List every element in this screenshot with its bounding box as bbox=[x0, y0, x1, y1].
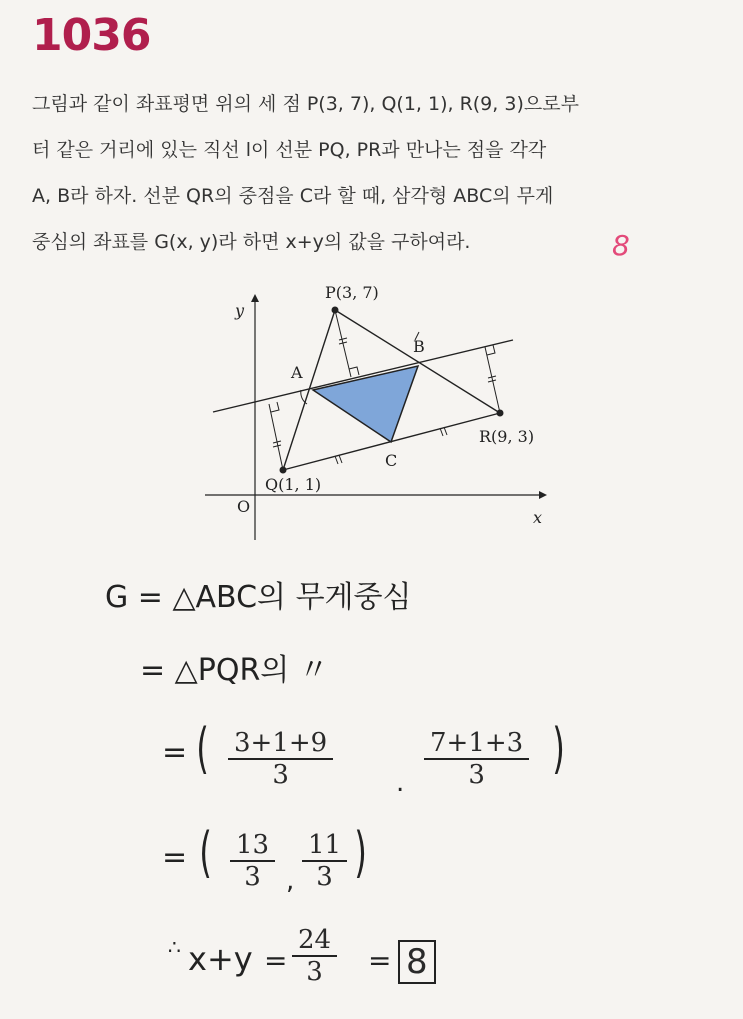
point-q bbox=[280, 467, 287, 474]
point-r bbox=[497, 410, 504, 417]
label-q: Q(1, 1) bbox=[265, 475, 322, 494]
label-r: R(9, 3) bbox=[479, 427, 535, 446]
solution-line-4-fraction-2 bbox=[302, 830, 347, 892]
problem-text-line-2: 터 같은 거리에 있는 직선 l이 선분 PQ, PR과 만나는 점을 각각 bbox=[32, 139, 547, 161]
y-axis-arrow bbox=[251, 294, 259, 302]
label-b: B bbox=[413, 337, 425, 356]
solution-line-3-close-paren: ) bbox=[552, 717, 565, 780]
problem-text-line-3: A, B라 하자. 선분 QR의 중점을 C라 할 때, 삼각형 ABC의 무게 bbox=[32, 185, 554, 207]
fraction-denominator: 3 bbox=[316, 862, 333, 892]
perpendicular-from-r bbox=[485, 347, 500, 413]
solution-line-1: G = △ABC의 무게중심 bbox=[105, 580, 412, 615]
solution-line-5-equals-1: = bbox=[264, 944, 288, 977]
fraction-denominator: 3 bbox=[468, 760, 485, 790]
perpendicular-from-q bbox=[269, 404, 283, 470]
fraction-numerator: 11 bbox=[302, 830, 347, 862]
fraction-numerator: 3+1+9 bbox=[228, 728, 333, 760]
fraction-numerator: 13 bbox=[230, 830, 275, 862]
problem-text-line-4: 중심의 좌표를 G(x, y)라 하면 x+y의 값을 구하여라. bbox=[32, 231, 471, 253]
label-origin: O bbox=[237, 497, 251, 516]
problem-text-line-1: 그림과 같이 좌표평면 위의 세 점 P(3, 7), Q(1, 1), R(9, 3)으로부 bbox=[32, 93, 579, 115]
solution-line-2: = △PQR의 〃 bbox=[140, 653, 329, 688]
label-p: P(3, 7) bbox=[325, 283, 379, 302]
solution-line-4-open-paren: ( bbox=[199, 821, 212, 884]
x-axis-arrow bbox=[539, 491, 547, 499]
solution-line-5-lhs: x+y bbox=[188, 940, 253, 978]
fraction-numerator: 24 bbox=[292, 925, 337, 957]
solution-line-5-fraction bbox=[292, 925, 337, 987]
point-p bbox=[332, 307, 339, 314]
solution-line-3-open-paren: ( bbox=[196, 717, 209, 780]
solution-line-3-fraction-1 bbox=[228, 728, 333, 790]
triangle-abc bbox=[313, 366, 418, 442]
right-angle-mark-q bbox=[271, 402, 279, 412]
fraction-denominator: 3 bbox=[244, 862, 261, 892]
coordinate-figure bbox=[195, 280, 575, 550]
boxed-answer: 8 bbox=[398, 940, 436, 984]
solution-line-3-fraction-2 bbox=[424, 728, 529, 790]
fraction-denominator: 3 bbox=[306, 957, 323, 987]
handwritten-answer-mark: 8 bbox=[612, 229, 630, 262]
solution-line-4-close-paren: ) bbox=[354, 821, 367, 884]
solution-line-3-equals: = bbox=[162, 735, 188, 770]
solution-line-4-separator: , bbox=[286, 866, 295, 896]
label-x-axis: x bbox=[533, 508, 543, 527]
fraction-numerator: 7+1+3 bbox=[424, 728, 529, 760]
label-y-axis: y bbox=[235, 301, 245, 320]
solution-line-5-therefore: ∴ bbox=[168, 935, 181, 959]
label-a: A bbox=[291, 363, 303, 382]
solution-line-5-equals-2: = bbox=[368, 944, 392, 977]
solution-line-3-separator: . bbox=[396, 768, 405, 798]
solution-line-4-fraction-1 bbox=[230, 830, 275, 892]
problem-number: 1036 bbox=[32, 10, 151, 61]
label-c: C bbox=[385, 451, 398, 470]
solution-line-4-equals: = bbox=[162, 840, 188, 875]
fraction-denominator: 3 bbox=[272, 760, 289, 790]
